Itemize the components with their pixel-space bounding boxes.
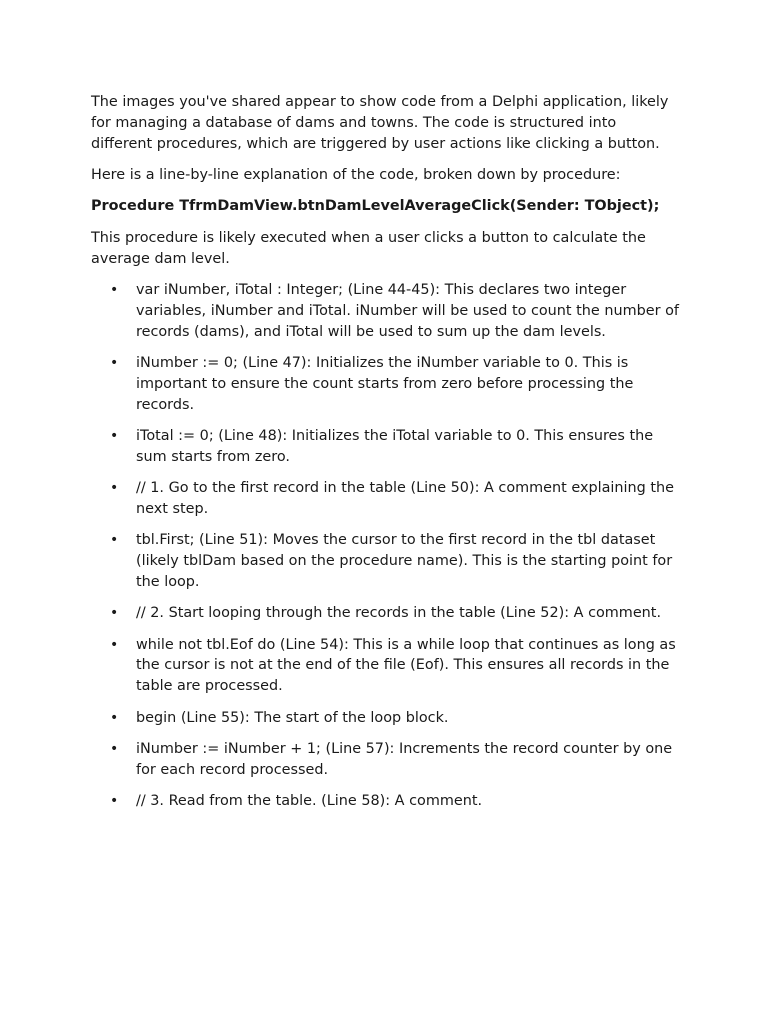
list-item [91,708,681,729]
bullet-icon: • [110,793,119,810]
bullet-icon: • [110,741,119,758]
bullet-icon: • [110,480,119,497]
list-item-text: begin (Line 55): The start of the loop block. [136,709,449,726]
list-item [91,426,681,468]
list-item [91,603,681,624]
procedure-heading: Procedure TfrmDamView.btnDamLevelAverageClick(Sender: TObject); [91,198,660,215]
bullet-icon: • [110,636,119,653]
bullet-icon: • [110,709,119,726]
list-item-text: iNumber := iNumber + 1; (Line 57): Increments the record counter by one for each record processed. [136,741,673,778]
list-item [91,280,681,342]
list-item-text: while not tbl.Eof do (Line 54): This is a while loop that continues as long as the cursor is not at the end of the file (Eof). This ensures all records in the table are processed. [136,636,676,695]
list-item-text: tbl.First; (Line 51): Moves the cursor to the first record in the tbl dataset (likely tblDam based on the procedure name). This is the starting point for the loop. [136,532,673,590]
list-item [91,791,681,812]
list-item-text: iTotal := 0; (Line 48): Initializes the iTotal variable to 0. This ensures the sum starts from zero. [136,427,654,465]
list-item [91,739,681,781]
explanation-list [91,280,681,812]
bullet-icon: • [110,354,119,371]
list-item [91,478,681,520]
list-item-text: iNumber := 0; (Line 47): Initializes the iNumber variable to 0. This is important to ensure the count starts from zero before processing the records. [136,354,634,413]
list-item [91,635,681,697]
list-item-text: // 3. Read from the table. (Line 58): A comment. [136,793,483,810]
list-item-text: // 2. Start looping through the records in the table (Line 52): A comment. [136,605,662,622]
bullet-icon: • [110,427,119,444]
procedure-description: This procedure is likely executed when a user clicks a button to calculate the average dam level. [91,229,646,267]
list-item [91,353,681,415]
explanation-intro-paragraph: Here is a line-by-line explanation of the code, broken down by procedure: [91,166,621,183]
list-item [91,530,681,592]
bullet-icon: • [110,605,119,622]
list-item-text: var iNumber, iTotal : Integer; (Line 44-45): This declares two integer variables, iNumber and iTotal. iNumber will be used to count the number of records (dams), and iTotal will be used to sum up the dam levels. [136,281,679,340]
document-body [91,92,681,823]
bullet-icon: • [110,281,119,298]
intro-paragraph: The images you've shared appear to show code from a Delphi application, likely for managing a database of dams and towns. The code is structured into different procedures, which are triggered by user actions like clicking a button. [91,94,669,152]
list-item-text: // 1. Go to the first record in the table (Line 50): A comment explaining the next step. [136,480,674,517]
bullet-icon: • [110,532,119,549]
